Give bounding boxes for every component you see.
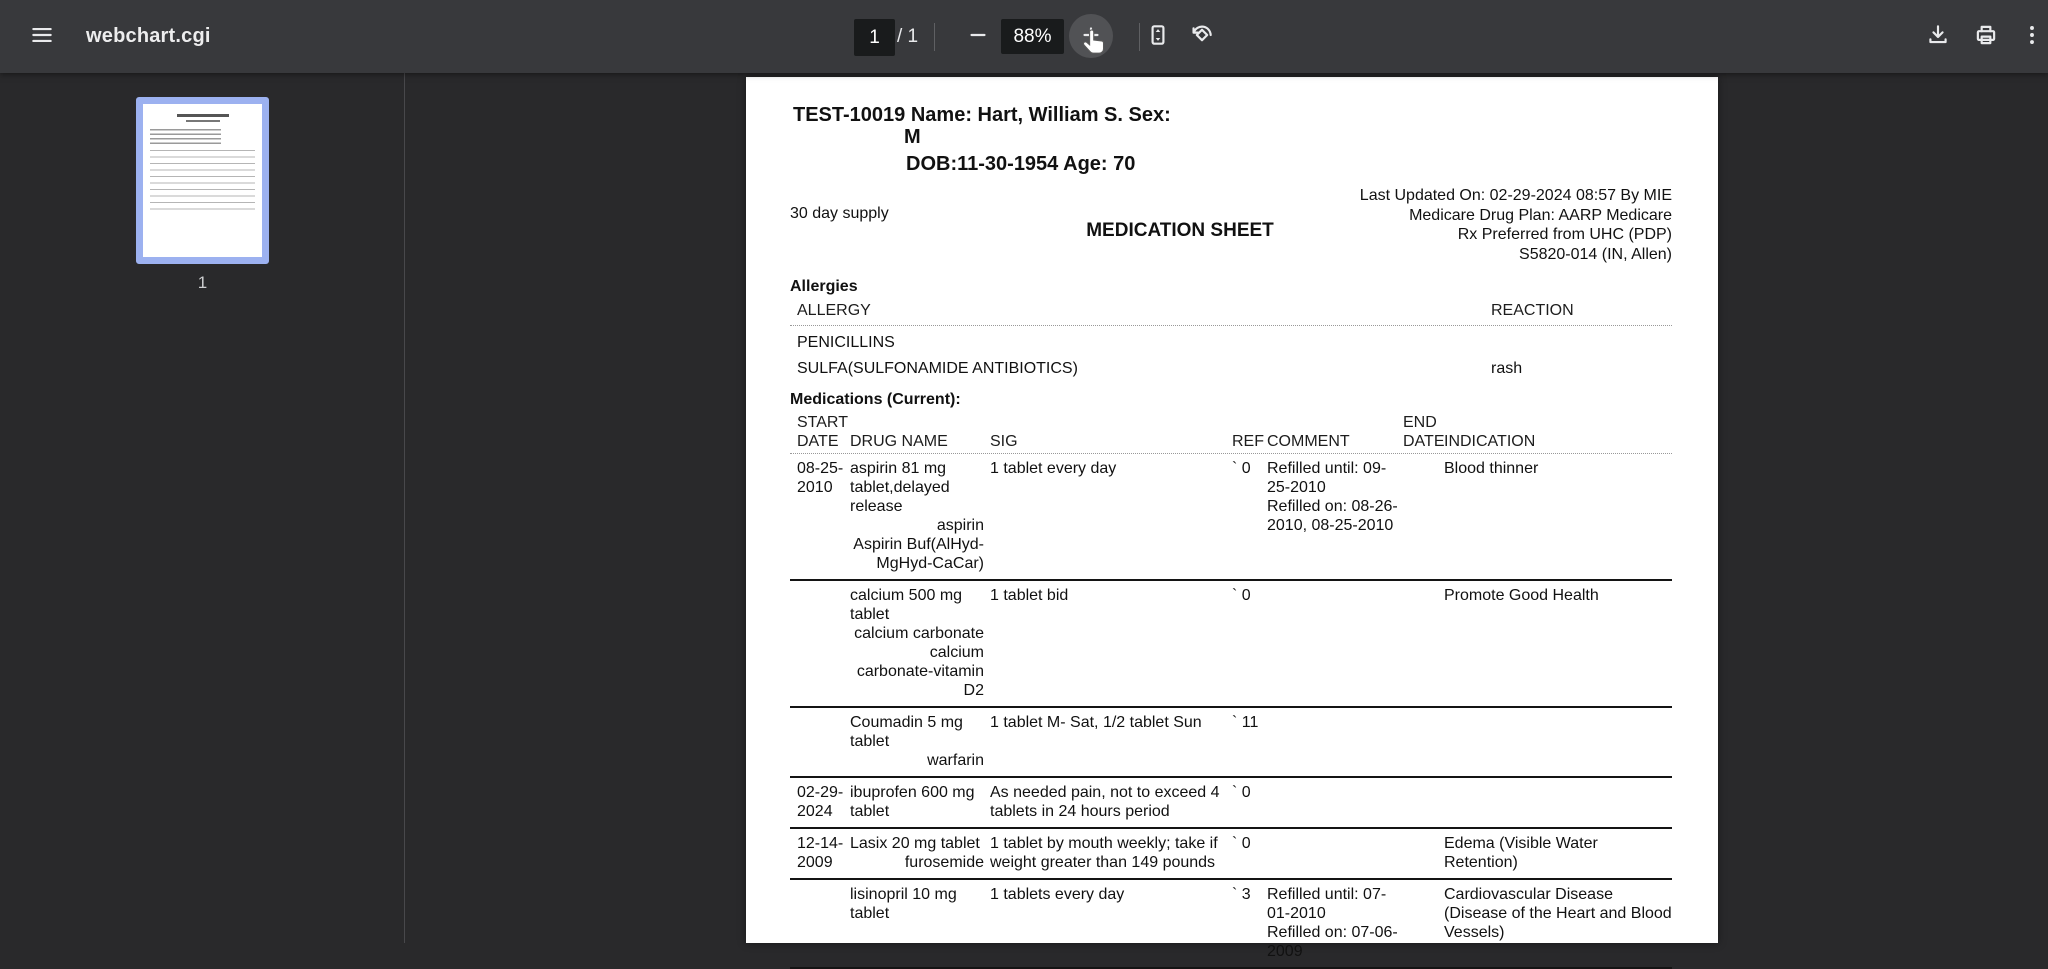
med-sig: As needed pain, not to exceed 4 tablets in 24 hours period — [990, 784, 1220, 820]
thumbnail-content-line — [186, 120, 220, 122]
updated-line: Rx Preferred from UHC (PDP) — [1457, 226, 1672, 243]
menu-button[interactable] — [20, 14, 64, 58]
download-icon — [1925, 22, 1951, 51]
zoom-out-icon — [965, 22, 991, 51]
updated-line: Medicare Drug Plan: AARP Medicare — [1409, 206, 1672, 224]
medications-title: Medications (Current): — [790, 391, 961, 408]
allergy-column-header: ALLERGY — [797, 302, 871, 319]
med-comment: Refilled until: 09-25-2010 Refilled on: 08-26-2010, 08-25-2010 — [1267, 460, 1398, 534]
med-ref: ` 3 — [1232, 886, 1251, 903]
zoom-out-button[interactable] — [956, 14, 1000, 58]
med-indication: Edema (Visible Water Retention) — [1444, 835, 1598, 871]
mouse-cursor — [1080, 28, 1108, 66]
page-count-label: / 1 — [897, 25, 919, 47]
med-drug-name: Lasix 20 mg tablet furosemide — [850, 835, 984, 871]
fit-page-button[interactable] — [1136, 14, 1180, 58]
med-generic-name: warfarin — [927, 752, 984, 769]
med-sig: 1 tablet bid — [990, 587, 1069, 604]
sig-header: SIG — [990, 433, 1018, 450]
med-generic-name: Aspirin Buf(AlHyd-MgHyd-CaCar) — [853, 536, 984, 572]
med-drug-name: aspirin 81 mg tablet,delayed release aspirin Aspirin Buf(AlHyd-MgHyd-CaCar) — [850, 460, 984, 572]
medication-row — [790, 454, 1672, 581]
pdf-toolbar — [0, 0, 2048, 73]
med-sig: 1 tablets every day — [990, 886, 1125, 903]
drug-name-header: DRUG NAME — [850, 433, 948, 450]
more-options-button[interactable] — [2010, 14, 2048, 58]
page-number-input[interactable] — [854, 19, 895, 56]
allergy-name: PENICILLINS — [797, 334, 895, 351]
reaction-column-header: REACTION — [1491, 302, 1574, 319]
med-ref: ` 0 — [1232, 460, 1251, 477]
download-button[interactable] — [1916, 14, 1960, 58]
med-sig: 1 tablet by mouth weekly; take if weight greater than 149 pounds — [990, 835, 1218, 871]
thumbnail-sidebar — [0, 73, 405, 943]
start-date-header: START DATE — [797, 414, 848, 450]
page-thumbnail[interactable] — [136, 97, 269, 264]
patient-id-name: TEST-10019 Name: Hart, William S. Sex: — [793, 104, 1171, 126]
thumbnail-content-line — [150, 150, 255, 214]
allergies-header — [790, 301, 1672, 326]
document-page[interactable] — [746, 77, 1718, 960]
medication-row — [790, 880, 1672, 969]
med-drug-name: calcium 500 mg tablet calcium carbonate calcium carbonate-vitamin D2 — [850, 587, 984, 699]
allergy-name: SULFA(SULFONAMIDE ANTIBIOTICS) — [797, 360, 1078, 377]
medication-row — [790, 778, 1672, 829]
med-start-date: 08-25-2010 — [797, 460, 844, 496]
document-title: webchart.cgi — [86, 25, 211, 47]
medication-row — [790, 708, 1672, 778]
rotate-counterclockwise-icon — [1189, 22, 1215, 51]
allergy-reaction — [1484, 333, 1672, 352]
ref-header: REF — [1232, 433, 1264, 450]
med-sig: 1 tablet M- Sat, 1/2 tablet Sun — [990, 714, 1202, 731]
patient-dob-age: DOB:11-30-1954 Age: 70 — [906, 153, 1136, 175]
med-ref: ` 0 — [1232, 587, 1251, 604]
allergies-section — [790, 277, 1672, 378]
med-ref: ` 0 — [1232, 784, 1251, 801]
updated-line: Last Updated On: 02-29-2024 08:57 By MIE — [1359, 187, 1672, 204]
thumbnail-page-number: 1 — [197, 273, 208, 292]
print-button[interactable] — [1964, 14, 2008, 58]
med-indication: Blood thinner — [1444, 460, 1539, 477]
med-generic-name: calcium carbonate-vitamin D2 — [856, 644, 984, 699]
comment-header: COMMENT — [1267, 433, 1350, 450]
allergy-row — [790, 333, 1672, 352]
med-drug-name: lisinopril 10 mg tablet — [850, 886, 957, 922]
med-generic-name: aspirin — [936, 517, 984, 534]
med-drug-name: ibuprofen 600 mg tablet — [850, 784, 975, 820]
toolbar-separator — [934, 23, 935, 51]
thumbnail-content-line — [150, 129, 221, 145]
med-start-date: 02-29-2024 — [797, 784, 844, 820]
med-indication: Promote Good Health — [1444, 587, 1599, 604]
medications-section — [790, 390, 1672, 969]
med-sig: 1 tablet every day — [990, 460, 1117, 477]
indication-header: INDICATION — [1444, 433, 1536, 450]
allergy-reaction: rash — [1491, 360, 1523, 377]
patient-sex: M — [904, 126, 921, 148]
med-drug-name: Coumadin 5 mg tablet warfarin — [850, 714, 984, 769]
updated-block — [1360, 186, 1672, 264]
med-indication: Cardiovascular Disease (Disease of the Heart and Blood Vessels) — [1444, 886, 1672, 941]
updated-line: S5820-014 (IN, Allen) — [1519, 245, 1672, 263]
med-ref: ` 0 — [1232, 835, 1251, 852]
medication-row — [790, 581, 1672, 708]
thumbnail-content-line — [177, 114, 229, 117]
rotate-button[interactable] — [1180, 14, 1224, 58]
print-icon — [1973, 22, 1999, 51]
more-vertical-icon — [2019, 22, 2045, 51]
fit-page-icon — [1145, 22, 1171, 51]
end-date-header: END DATE — [1403, 414, 1445, 450]
zoom-level-input[interactable]: 88% — [1001, 19, 1064, 54]
allergies-title: Allergies — [790, 278, 858, 295]
sheet-title: MEDICATION SHEET — [1086, 220, 1274, 241]
medications-rows — [790, 454, 1672, 969]
menu-icon — [29, 22, 55, 51]
med-ref: ` 11 — [1232, 714, 1259, 731]
medications-header — [790, 413, 1672, 454]
med-generic-name: calcium carbonate — [854, 625, 984, 642]
allergy-row — [790, 359, 1672, 378]
med-start-date: 12-14-2009 — [797, 835, 844, 871]
med-comment: Refilled until: 07-01-2010 Refilled on: 07-06-2009 — [1267, 886, 1398, 960]
med-generic-name: furosemide — [904, 854, 984, 871]
medication-row — [790, 829, 1672, 880]
supply-note: 30 day supply — [790, 205, 889, 222]
